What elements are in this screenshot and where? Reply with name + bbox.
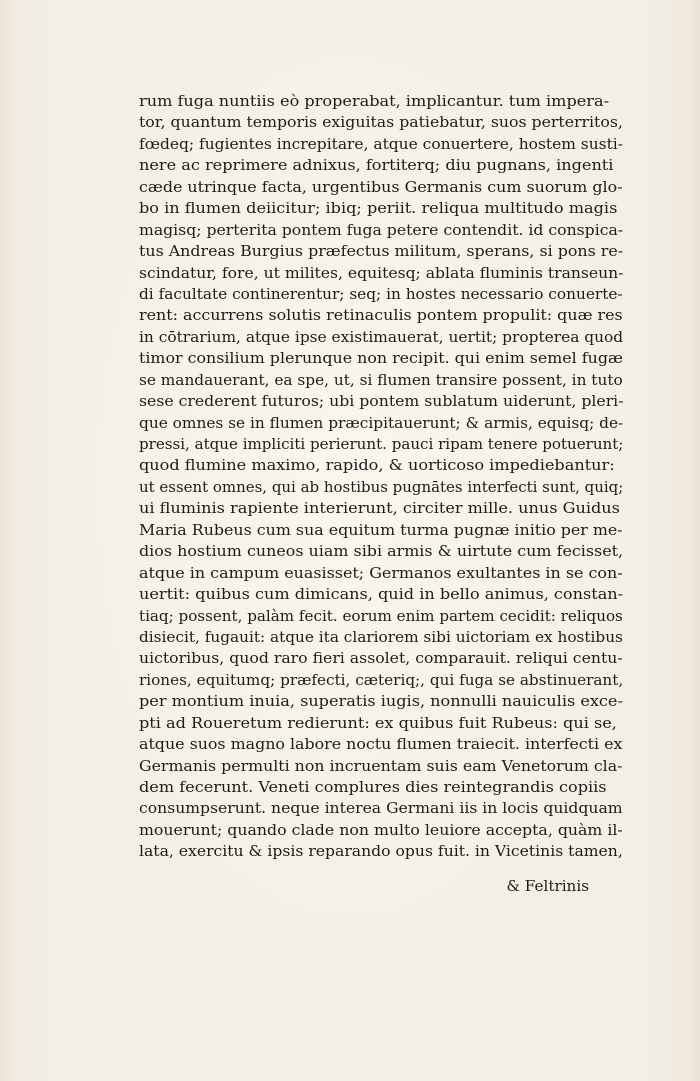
text-line: pressi, atque impliciti perierunt. pauci ripam tenere potuerunt; [139, 435, 624, 453]
text-line: timor consilium plerunque non recipit. qui enim semel fugæ [139, 349, 623, 368]
text-line: se mandauerant, ea spe, ut, si flumen transire possent, in tuto [139, 370, 623, 389]
text-line: riones, equitumq; præfecti, cæteriq;, qui fuga se abstinuerant, [139, 670, 624, 689]
text-line: di facultate continerentur; seq; in hostes necessario conuerte- [139, 284, 623, 303]
text-line: fœdeq; fugientes increpitare, atque conuertere, hostem susti- [139, 134, 623, 153]
text-line: rent: accurrens solutis retinaculis pontem propulit: quæ res [139, 306, 623, 325]
text-line: mouerunt; quando clade non multo leuiore accepta, quàm il- [139, 820, 623, 839]
catchword: & Feltrinis [506, 877, 589, 895]
text-line: magisq; perterita pontem fuga petere contendit. id conspica- [139, 220, 624, 239]
text-line: per montium inuia, superatis iugis, nonnulli nauiculis exce- [139, 692, 623, 711]
text-line: que omnes se in flumen præcipitauerunt; & armis, equisq; de- [139, 413, 624, 432]
text-line: Germanis permulti non incruentam suis eam Venetorum cla- [139, 756, 623, 775]
text-line: sese crederent futuros; ubi pontem sublatum uiderunt, pleri- [139, 392, 624, 411]
text-line: uertit: quibus cum dimicans, quid in bello animus, constan- [139, 585, 624, 604]
text-line: lata, exercitu & ipsis reparando opus fuit. in Vicetinis tamen, [139, 842, 623, 861]
text-line: rum fuga nuntiis eò properabat, implicantur. tum impera- [139, 92, 610, 110]
text-line: atque suos magno labore noctu flumen traiecit. interfecti ex [139, 735, 623, 754]
text-block [139, 91, 623, 863]
text-line: scindatur, fore, ut milites, equitesq; ablata fluminis transeun- [139, 263, 624, 282]
text-line: ut essent omnes, qui ab hostibus pugnātes interfecti sunt, quiq; [139, 477, 624, 496]
text-line: atque in campum euasisset; Germanos exultantes in se con- [139, 563, 623, 582]
text-line: tor, quantum temporis exiguitas patiebatur, suos perterritos, [139, 113, 623, 132]
text-line: Maria Rubeus cum sua equitum turma pugnæ initio per me- [139, 520, 623, 539]
text-line: cæde utrinque facta, urgentibus Germanis cum suorum glo- [139, 177, 623, 196]
text-line: disiecit, fugauit: atque ita clariorem sibi uictoriam ex hostibus [139, 627, 623, 646]
text-line: consumpserunt. neque interea Germani iis in locis quidquam [139, 799, 623, 818]
text-line: uictoribus, quod raro fieri assolet, comparauit. reliqui centu- [139, 649, 623, 668]
text-line: in cōtrarium, atque ipse existimauerat, uertit; propterea quod [139, 327, 624, 346]
text-line: dem fecerunt. Veneti complures dies reintegrandis copiis [139, 778, 607, 796]
text-line: nere ac reprimere adnixus, fortiterq; diu pugnans, ingenti [139, 156, 614, 175]
text-line: dios hostium cuneos uiam sibi armis & uirtute cum fecisset, [139, 542, 624, 561]
text-line: tiaq; possent, palàm fecit. eorum enim partem cecidit: reliquos [139, 606, 623, 625]
text-line: tus Andreas Burgius præfectus militum, sperans, si pons re- [139, 242, 624, 261]
text-line: bo in flumen deiicitur; ibiq; periit. reliqua multitudo magis [139, 199, 618, 218]
text-line: ui fluminis rapiente interierunt, circiter mille. unus Guidus [139, 499, 620, 518]
text-line: quod flumine maximo, rapido, & uorticoso impediebantur: [139, 456, 615, 475]
text-line: pti ad Roueretum redierunt: ex quibus fuit Rubeus: qui se, [139, 713, 617, 732]
